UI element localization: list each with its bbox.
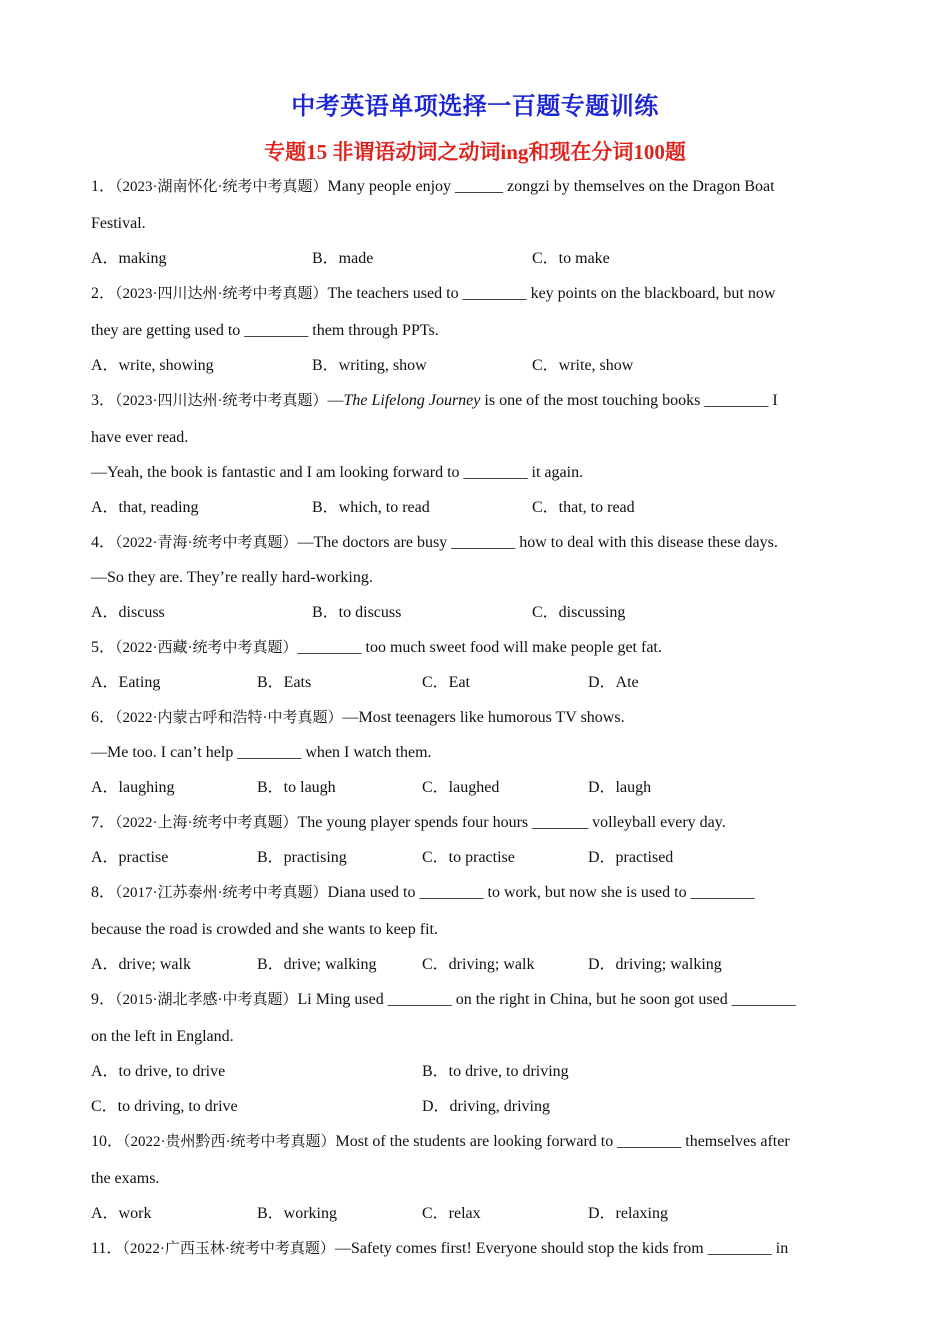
question-2-option-b[interactable]: B．writing, show: [312, 357, 427, 374]
question-10-option-d[interactable]: D．relaxing: [588, 1205, 668, 1222]
question-7-option-d[interactable]: D．practised: [588, 849, 674, 866]
question-6-option-a[interactable]: A．laughing: [91, 779, 175, 796]
question-6-reply: —Me too. I can’t help ________ when I watch them.: [91, 744, 432, 761]
question-7-option-a[interactable]: A．practise: [91, 849, 169, 866]
question-2-stem-cont: they are getting used to ________ them through PPTs.: [91, 322, 439, 339]
question-4-option-b[interactable]: B．to discuss: [312, 604, 402, 621]
document-title: 中考英语单项选择一百题专题训练: [291, 94, 659, 120]
question-10-option-a[interactable]: A．work: [91, 1205, 152, 1222]
question-8-option-c[interactable]: C．driving; walk: [422, 956, 535, 973]
question-1-stem-cont: Festival.: [91, 215, 146, 232]
question-4-option-a[interactable]: A．discuss: [91, 604, 165, 621]
question-8-option-a[interactable]: A．drive; walk: [91, 956, 191, 973]
question-9-option-b[interactable]: B．to drive, to driving: [422, 1063, 569, 1080]
question-4-reply: —So they are. They’re really hard-working.: [91, 569, 373, 586]
question-9-option-a[interactable]: A．to drive, to drive: [91, 1063, 226, 1080]
book-title: The Lifelong Journey: [343, 392, 481, 409]
question-8-stem: 8．（2017·江苏泰州·统考中考真题）Diana used to ________ to work, but now she is used to ________: [91, 884, 755, 901]
question-6-stem: 6．（2022·内蒙古呼和浩特·中考真题）—Most teenagers like humorous TV shows.: [91, 709, 625, 726]
document-subtitle: 专题15 非谓语动词之动词ing和现在分词100题: [264, 140, 686, 164]
question-3-stem-cont: have ever read.: [91, 429, 189, 446]
question-1-stem: 1．（2023·湖南怀化·统考中考真题）Many people enjoy ______ zongzi by themselves on the Dragon Boat: [91, 178, 775, 195]
question-5-option-b[interactable]: B．Eats: [257, 674, 312, 691]
question-3-reply: —Yeah, the book is fantastic and I am looking forward to ________ it again.: [91, 464, 584, 481]
question-3-option-b[interactable]: B．which, to read: [312, 499, 430, 516]
question-7-option-b[interactable]: B．practising: [257, 849, 347, 866]
question-3-option-c[interactable]: C．that, to read: [532, 499, 635, 516]
question-1-option-b[interactable]: B．made: [312, 250, 374, 267]
question-2-option-a[interactable]: A．write, showing: [91, 357, 214, 374]
question-5-option-c[interactable]: C．Eat: [422, 674, 470, 691]
question-6-option-d[interactable]: D．laugh: [588, 779, 652, 796]
question-9-stem: 9．（2015·湖北孝感·中考真题）Li Ming used ________ on the right in China, but he soon got used ________: [91, 991, 796, 1008]
question-4-option-c[interactable]: C．discussing: [532, 604, 626, 621]
question-8-stem-cont: because the road is crowded and she wants to keep fit.: [91, 921, 438, 938]
question-3-option-a[interactable]: A．that, reading: [91, 499, 199, 516]
question-10-stem: 10．（2022·贵州黔西·统考中考真题）Most of the students are looking forward to ________ themselves after: [91, 1133, 790, 1150]
question-10-option-c[interactable]: C．relax: [422, 1205, 481, 1222]
question-10-stem-cont: the exams.: [91, 1170, 160, 1187]
question-3-stem: 3．（2023·四川达州·统考中考真题）—The Lifelong Journey is one of the most touching books ________ I: [91, 392, 778, 409]
question-9-option-c[interactable]: C．to driving, to drive: [91, 1098, 238, 1115]
question-6-option-b[interactable]: B．to laugh: [257, 779, 336, 796]
question-2-stem: 2．（2023·四川达州·统考中考真题）The teachers used to ________ key points on the blackboard, but now: [91, 285, 776, 302]
question-7-stem: 7．（2022·上海·统考中考真题）The young player spends four hours _______ volleyball every day.: [91, 814, 726, 831]
question-11-stem: 11．（2022·广西玉林·统考中考真题）—Safety comes first! Everyone should stop the kids from ________ in: [91, 1240, 789, 1257]
question-1-option-a[interactable]: A．making: [91, 250, 167, 267]
question-2-option-c[interactable]: C．write, show: [532, 357, 634, 374]
question-9-stem-cont: on the left in England.: [91, 1028, 234, 1045]
question-4-stem: 4．（2022·青海·统考中考真题）—The doctors are busy ________ how to deal with this disease these days.: [91, 534, 778, 551]
question-5-stem: 5．（2022·西藏·统考中考真题）________ too much sweet food will make people get fat.: [91, 639, 662, 656]
question-8-option-d[interactable]: D．driving; walking: [588, 956, 722, 973]
question-8-option-b[interactable]: B．drive; walking: [257, 956, 377, 973]
question-7-option-c[interactable]: C．to practise: [422, 849, 515, 866]
question-5-option-d[interactable]: D．Ate: [588, 674, 639, 691]
question-1-option-c[interactable]: C．to make: [532, 250, 610, 267]
question-6-option-c[interactable]: C．laughed: [422, 779, 500, 796]
question-9-option-d[interactable]: D．driving, driving: [422, 1098, 550, 1115]
question-5-option-a[interactable]: A．Eating: [91, 674, 161, 691]
question-10-option-b[interactable]: B．working: [257, 1205, 338, 1222]
